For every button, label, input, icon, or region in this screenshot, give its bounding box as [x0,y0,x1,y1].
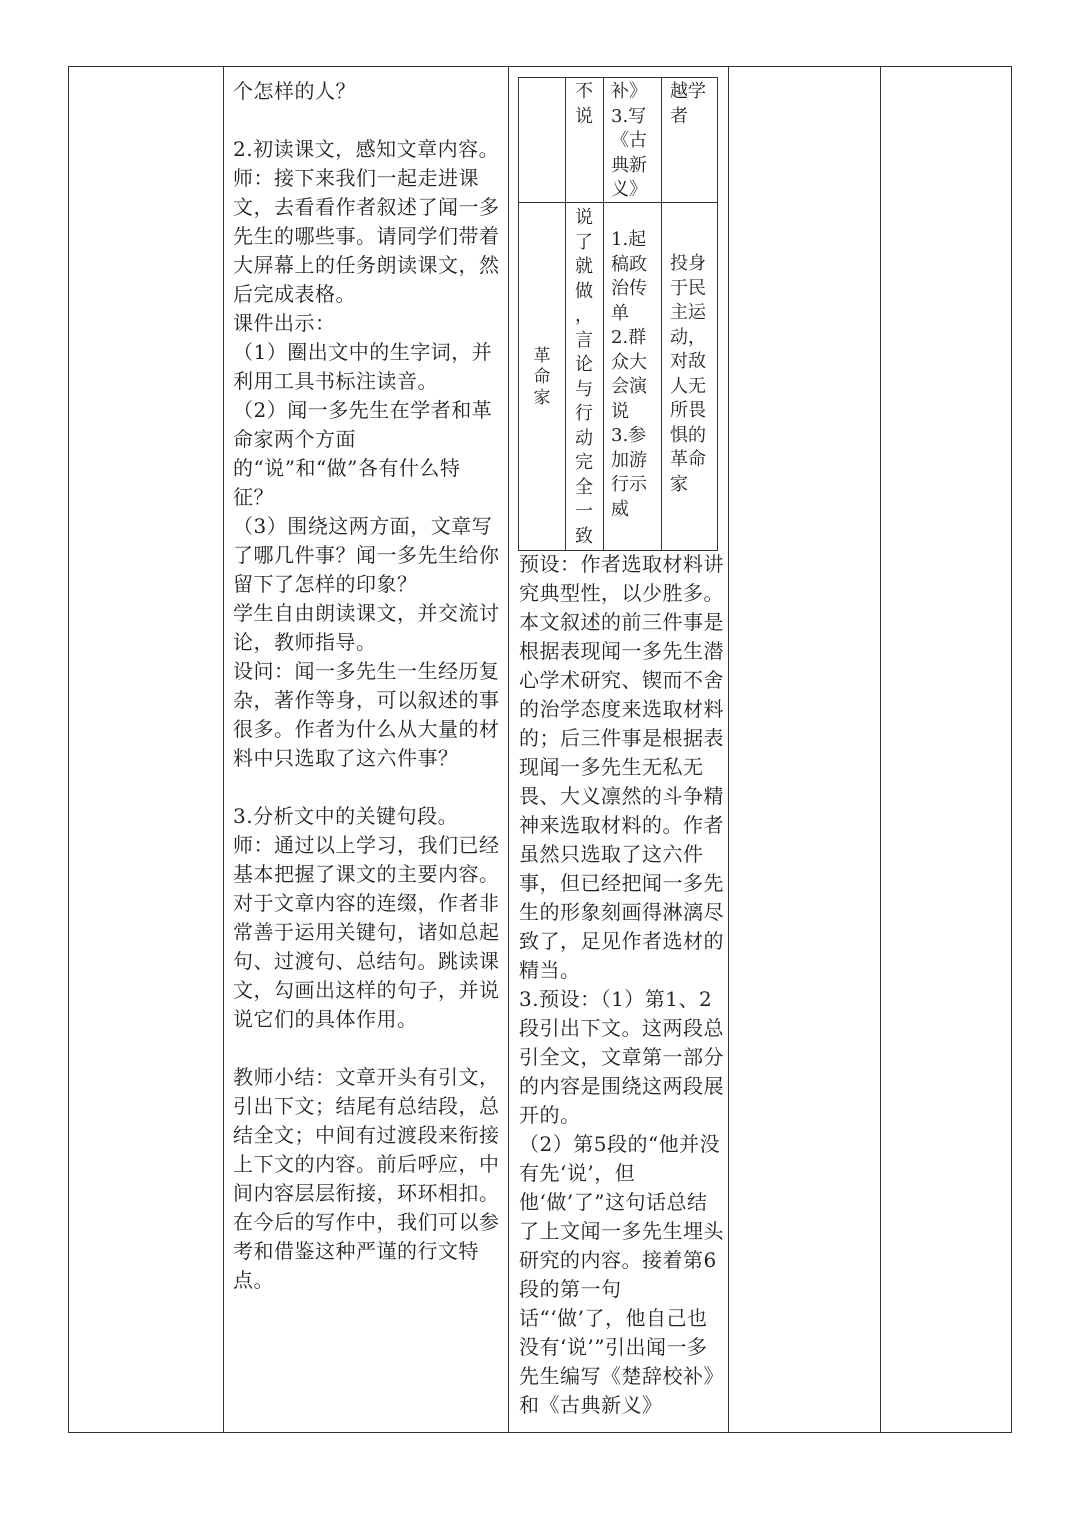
inner-cell-r2c1: 革 命 家 [533,346,551,408]
column-divider-4 [880,67,881,1432]
lesson-plan-table [68,66,1012,1433]
paragraph-gap [233,1034,501,1063]
expected-answer-column [519,550,727,1420]
col2-paragraph: （2）闻一多先生在学者和革命家两个方面的“说”和“做”各有什么特征？ [233,398,493,509]
paragraph-gap [233,106,501,135]
inner-cell-r2c3: 1.起 稿政 治传 单 2.群 众大 会演 说 3.参 加游 行示 威 [611,229,647,520]
col2-paragraph: 课件出示： [233,311,336,335]
column-divider-1 [223,67,224,1432]
inner-cell-r1c3: 补》 3.写 《古 典新 义》 [611,81,647,200]
paragraph-gap [233,773,501,802]
column-divider-2 [508,67,509,1432]
col2-paragraph: 设问：闻一多先生一生经历复杂，著作等身，可以叙述的事很多。作者为什么从大量的材料中只选取了这六件事？ [233,659,500,770]
col2-paragraph: 师：通过以上学习，我们已经基本把握了课文的主要内容。对于文章内容的连缀，作者非常善于运用关键句，诸如总起句、过渡句、总结句。跳读课文，勾画出这样的句子，并说说它们的具体作用。 [233,833,500,1031]
col2-paragraph: 师：接下来我们一起走进课文，去看看作者叙述了闻一多先生的哪些事。请同学们带着大屏幕上的任务朗读课文，然后完成表格。 [233,166,500,306]
inner-cell-r1c4: 越学 者 [670,81,706,127]
column-divider-3 [728,67,729,1432]
teaching-process-column [233,77,501,1295]
col2-paragraph: 教师小结：文章开头有引文，引出下文；结尾有总结段，总结全文；中间有过渡段来衔接上下文的内容。前后呼应，中间内容层层衔接，环环相扣。在今后的写作中，我们可以参考和借鉴这种严谨的行文特点。 [233,1065,500,1292]
col2-paragraph: （3）围绕这两方面，文章写了哪几件事？闻一多先生给你留下了怎样的印象？ [233,514,500,596]
inner-cell-r2c2: 说 了 就 做 ， 言 论 与 行 动 完 全 一 致 [575,207,593,547]
col2-paragraph: 个怎样的人？ [233,79,356,103]
col3-paragraph: 预设：作者选取材料讲究典型性，以少胜多。本文叙述的前三件事是根据表现闻一多先生潜心学术研究、锲而不舍的治学态度来选取材料的；后三件事是根据表现闻一多先生无私无畏、大义凛然的斗争精神来选取材料的。作者虽然只选取了这六件事，但已经把闻一多先生的形象刻画得淋漓尽致了，足见作者选材的精当。 [519,552,724,982]
inner-cell-r2c4: 投身 于民 主运 动， 对敌 人无 所畏 惧的 革命 家 [670,253,706,495]
col2-paragraph: 3.分析文中的关键句段。 [233,804,459,828]
col3-paragraph: 3.预设：（1）第1、2段引出下文。这两段总引全文，文章第一部分的内容是围绕这两段展开的。 [519,987,724,1127]
col3-paragraph: （2）第5段的“他并没有先‘说’，但他‘做’了”这句话总结了上文闻一多先生埋头研究的内容。接着第6段的第一句话“‘做’了，他自己也没有‘说’”引出闻一多先生编写《楚辞校补》和《古典新义》 [519,1132,724,1417]
col2-paragraph: 2.初读课文，感知文章内容。 [233,137,500,161]
inner-cell-r1c2: 不 说 [575,81,593,127]
col2-paragraph: （1）圈出文中的生字词，并利用工具书标注读音。 [233,340,493,393]
col2-paragraph: 学生自由朗读课文，并交流讨论，教师指导。 [233,601,500,654]
inner-summary-table [518,77,718,551]
